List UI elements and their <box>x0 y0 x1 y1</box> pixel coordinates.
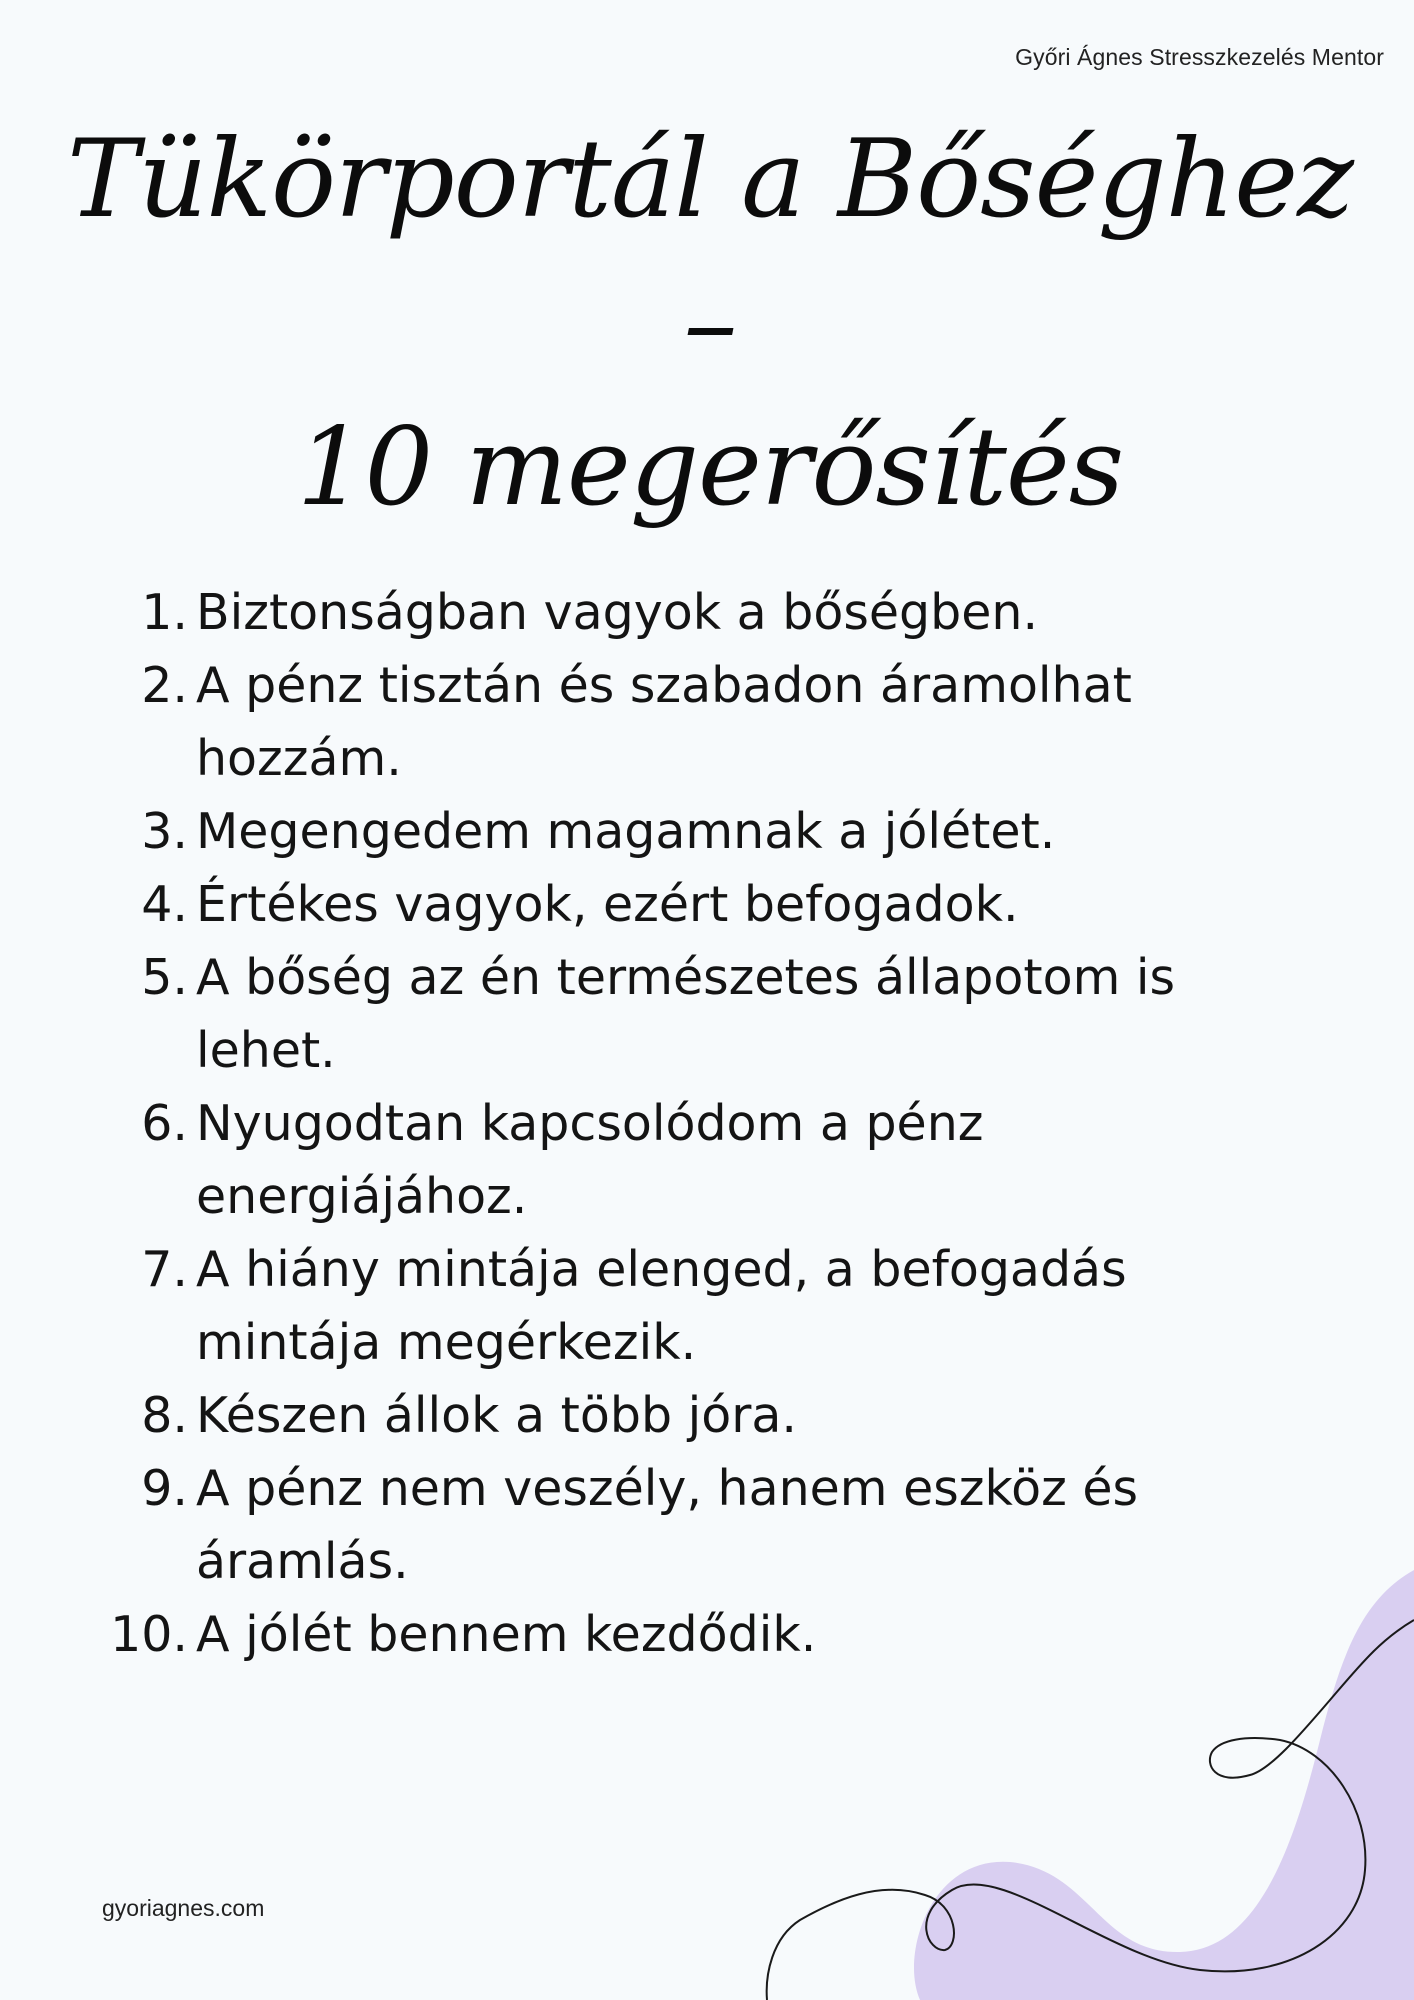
swirl-line <box>767 1620 1414 2000</box>
list-item <box>0 795 1300 868</box>
item-number: 10. <box>110 1606 188 1663</box>
item-text: A bőség az én természetes állapotom is lehet. <box>196 949 1176 1079</box>
item-text: A jólét bennem kezdődik. <box>196 1606 817 1663</box>
list-item <box>0 576 1300 649</box>
item-number: 6. <box>141 1095 188 1152</box>
list-item <box>0 1087 1300 1233</box>
item-text: A pénz tisztán és szabadon áramolhat hozzám. <box>196 657 1132 787</box>
item-text: Nyugodtan kapcsolódom a pénz energiájához. <box>196 1095 984 1225</box>
item-number: 8. <box>141 1387 188 1444</box>
title-line-2: 10 megerősítés <box>296 405 1124 530</box>
item-text: Készen állok a több jóra. <box>196 1387 797 1444</box>
list-item <box>0 1379 1300 1452</box>
list-item <box>0 868 1300 941</box>
list-item <box>0 1452 1300 1598</box>
website-url: gyoriagnes.com <box>102 1895 265 1921</box>
item-number: 9. <box>141 1460 188 1517</box>
item-number: 7. <box>141 1241 188 1298</box>
item-number: 2. <box>141 657 188 714</box>
brand-name: Győri Ágnes Stresszkezelés Mentor <box>1015 44 1384 70</box>
item-text: Megengedem magamnak a jólétet. <box>196 803 1056 860</box>
item-number: 3. <box>141 803 188 860</box>
affirmation-list <box>0 576 1300 1671</box>
list-item <box>0 1598 1300 1671</box>
list-item <box>0 649 1300 795</box>
page-title <box>60 108 1360 540</box>
item-number: 1. <box>141 584 188 641</box>
list-item <box>0 1233 1300 1379</box>
list-item <box>0 941 1300 1087</box>
item-number: 4. <box>141 876 188 933</box>
item-text: Biztonságban vagyok a bőségben. <box>196 584 1039 641</box>
item-text: A pénz nem veszély, hanem eszköz és áramlás. <box>196 1460 1139 1590</box>
title-line-1: Tükörportál a Bőséghez – <box>66 117 1354 386</box>
item-number: 5. <box>141 949 188 1006</box>
item-text: Értékes vagyok, ezért befogadok. <box>196 876 1019 933</box>
item-text: A hiány mintája elenged, a befogadás mintája megérkezik. <box>196 1241 1127 1371</box>
